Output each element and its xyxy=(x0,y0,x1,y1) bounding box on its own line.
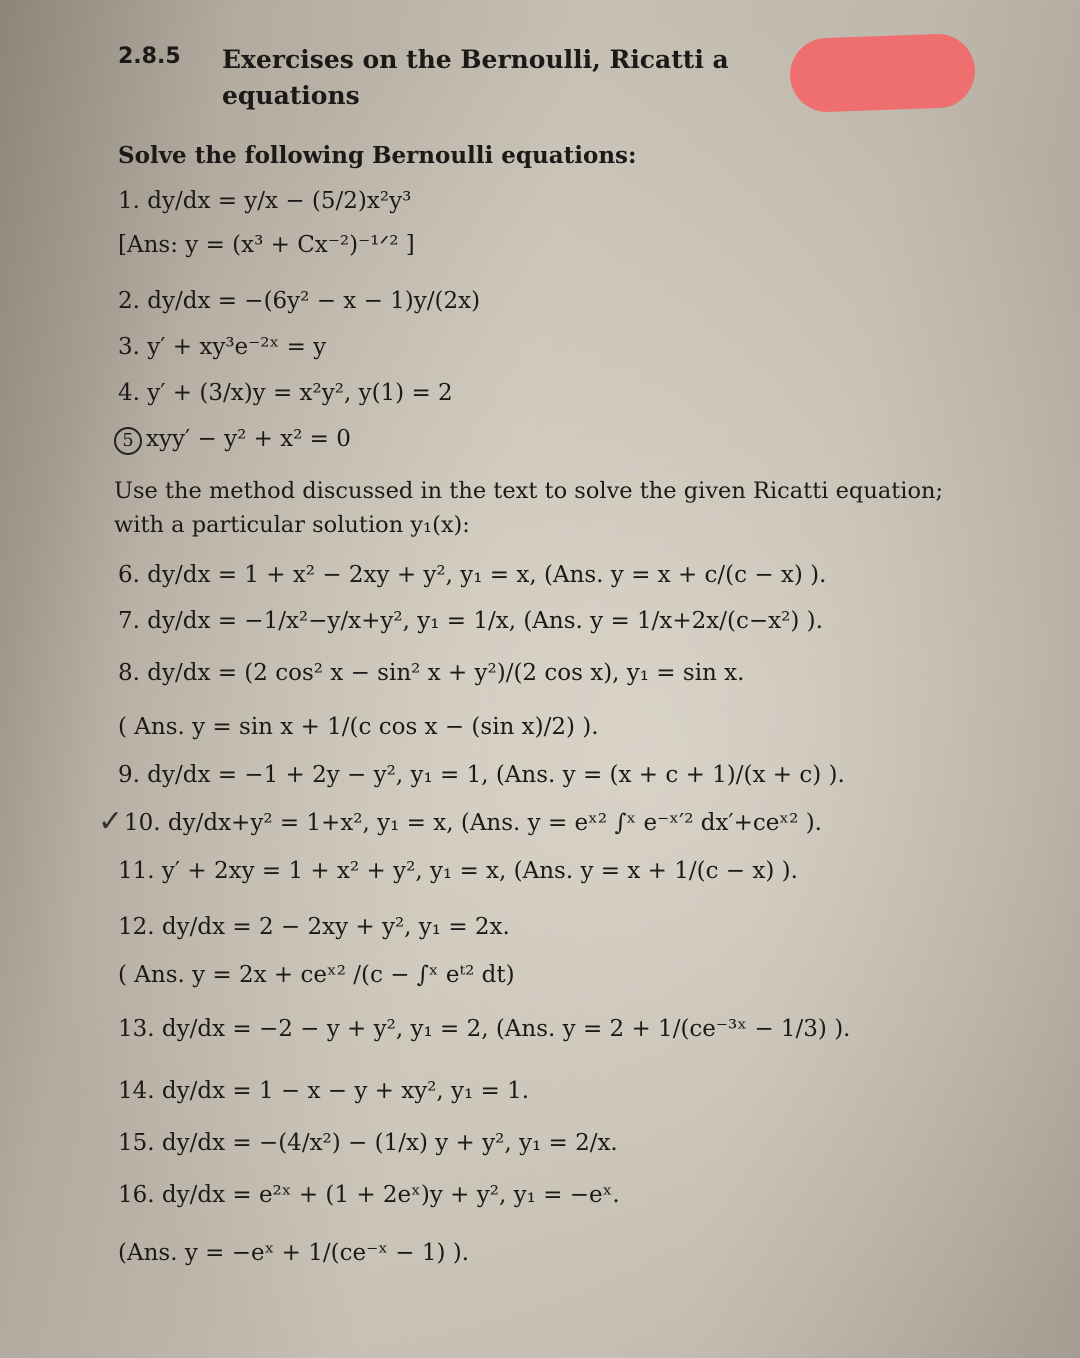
exercise-8: 8. dy/dx = (2 cos² x − sin² x + y²)/(2 cos x), y₁ = sin x. xyxy=(118,660,745,686)
exercise-12: 12. dy/dx = 2 − 2xy + y², y₁ = 2x. xyxy=(118,914,510,940)
exercise-15: 15. dy/dx = −(4/x²) − (1/x) y + y², y₁ = 2/x. xyxy=(118,1130,618,1156)
exercise-11: 11. y′ + 2xy = 1 + x² + y², y₁ = x, (Ans. y = x + 1/(c − x) ). xyxy=(118,858,798,884)
exercise-10: 10. dy/dx+y² = 1+x², y₁ = x, (Ans. y = eˣ² ∫ˣ e⁻ˣ′² dx′+ceˣ² ). xyxy=(124,810,822,836)
ricatti-heading-line2: with a particular solution y₁(x): xyxy=(114,512,470,538)
exercise-5 xyxy=(114,426,351,455)
exercise-7: 7. dy/dx = −1/x²−y/x+y², y₁ = 1/x, (Ans. y = 1/x+2x/(c−x²) ). xyxy=(118,608,823,634)
exercise-16: 16. dy/dx = e²ˣ + (1 + 2eˣ)y + y², y₁ = −eˣ. xyxy=(118,1182,620,1208)
section-title: Exercises on the Bernoulli, Ricatti a equations xyxy=(222,45,729,110)
exercise-2: 2. dy/dx = −(6y² − x − 1)y/(2x) xyxy=(118,288,481,314)
circled-number: 5 xyxy=(114,427,142,455)
exercise-1-answer: [Ans: y = (x³ + Cx⁻²)⁻¹ᐟ² ] xyxy=(118,232,415,258)
exercise-3: 3. y′ + xy³e⁻²ˣ = y xyxy=(118,334,327,360)
exercise-5-text: xyy′ − y² + x² = 0 xyxy=(146,426,351,452)
red-redaction-mark xyxy=(789,33,976,113)
ricatti-heading-line1: Use the method discussed in the text to solve the given Ricatti equation; xyxy=(114,478,944,504)
check-mark-icon: ✓ xyxy=(98,804,124,839)
bernoulli-heading: Solve the following Bernoulli equations: xyxy=(118,142,637,169)
exercise-6: 6. dy/dx = 1 + x² − 2xy + y², y₁ = x, (Ans. y = x + c/(c − x) ). xyxy=(118,562,827,588)
section-number: 2.8.5 xyxy=(118,44,181,69)
exercise-16-answer: (Ans. y = −eˣ + 1/(ce⁻ˣ − 1) ). xyxy=(118,1240,470,1266)
exercise-12-answer: ( Ans. y = 2x + ceˣ² /(c − ∫ˣ eᵗ² dt) xyxy=(118,962,515,988)
exercise-9: 9. dy/dx = −1 + 2y − y², y₁ = 1, (Ans. y = (x + c + 1)/(x + c) ). xyxy=(118,762,845,788)
exercise-4: 4. y′ + (3/x)y = x²y², y(1) = 2 xyxy=(118,380,453,406)
exercise-8-answer: ( Ans. y = sin x + 1/(c cos x − (sin x)/2) ). xyxy=(118,714,599,740)
exercise-1: 1. dy/dx = y/x − (5/2)x²y³ xyxy=(118,188,412,214)
exercise-14: 14. dy/dx = 1 − x − y + xy², y₁ = 1. xyxy=(118,1078,530,1104)
exercise-13: 13. dy/dx = −2 − y + y², y₁ = 2, (Ans. y = 2 + 1/(ce⁻³ˣ − 1/3) ). xyxy=(118,1016,851,1042)
